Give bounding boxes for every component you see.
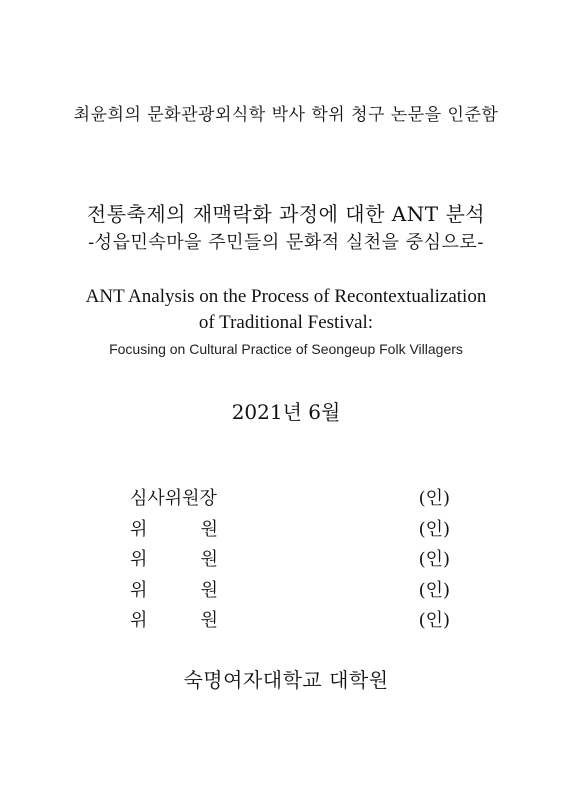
member-role	[130, 576, 218, 602]
english-title-line-2: of Traditional Festival:	[198, 312, 374, 333]
english-title-line-1: ANT Analysis on the Process of Recontextualization	[85, 286, 487, 307]
seal-mark: (인)	[418, 579, 450, 601]
committee-member-row	[130, 606, 450, 637]
member-role-char-1: 위	[130, 579, 148, 601]
member-role	[130, 545, 218, 571]
korean-subtitle: -성읍민속마을 주민들의 문화적 실천을 중심으로-	[88, 232, 484, 253]
seal-mark: (인)	[418, 488, 450, 509]
korean-title: 전통축제의 재맥락화 과정에 대한 ANT 분석	[86, 202, 486, 226]
member-role-char-2: 원	[200, 518, 218, 540]
approval-statement: 최윤희의 문화관광외식학 박사 학위 청구 논문을 인준함	[73, 105, 499, 125]
date: 2021년 6월	[231, 400, 341, 424]
member-role	[130, 606, 218, 632]
seal-mark: (인)	[418, 518, 450, 540]
committee-member-row	[130, 545, 450, 576]
committee-signature-block	[130, 484, 450, 637]
english-subtitle: Focusing on Cultural Practice of Seongeup Folk Villagers	[109, 341, 463, 357]
committee-member-row	[130, 576, 450, 607]
member-role	[130, 515, 218, 541]
member-role-char-1: 위	[130, 549, 148, 570]
university-name: 숙명여자대학교 대학원	[183, 668, 389, 692]
seal-mark: (인)	[418, 549, 450, 570]
chair-role: 심사위원장	[130, 488, 217, 509]
committee-member-row	[130, 515, 450, 546]
committee-chair-row	[130, 484, 450, 515]
member-role-char-1: 위	[130, 518, 148, 540]
member-role-char-1: 위	[130, 610, 148, 631]
seal-mark: (인)	[418, 610, 450, 631]
member-role-char-2: 원	[200, 549, 218, 570]
member-role-char-2: 원	[200, 610, 218, 631]
member-role-char-2: 원	[200, 579, 218, 601]
